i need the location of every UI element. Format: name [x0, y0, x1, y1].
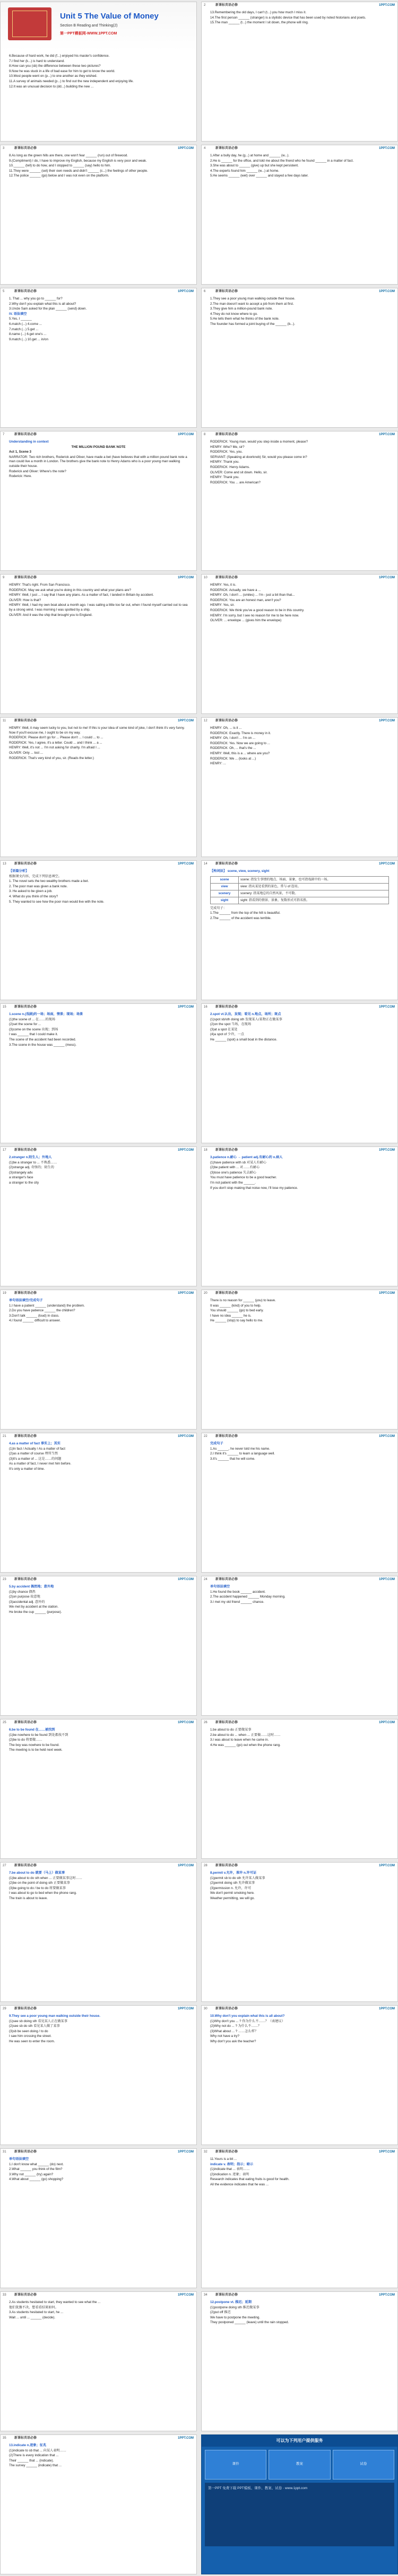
title-banner	[1, 2, 196, 51]
slide-28[interactable]: 28 新课标英语必修 1PPT.COM 8.permit v.允许，准许 n.许可证 (1)permit sb to do sth 允许某人做某事 (2)permit doing sth 允许做某事 (3)permission n. 允许，许可 We don't permit smoking here. Weather permitting, we will go.	[201, 1862, 398, 2002]
slide-15[interactable]: 15 新课标英语必修 1PPT.COM 1.scene n.(戏剧)的一场；场面，情景；现场；场景 (1)the scene of ... 在……的现场 (2)set the scene for ... (3)come on the scene 出现；到场 I was ______ that I could make it. The scene of the accident had been recorded. 3.The scene in the house was ______ (mess).	[0, 1003, 197, 1143]
slide-1[interactable]	[0, 2, 197, 142]
slide-line: 6.Because of hard work, he did (f...) enjoyed his master's confidence.	[9, 54, 110, 58]
slide-25[interactable]: 25 新课标英语必修 1PPT.COM 6.be to be found 在……被找到 (1)be nowhere to be found 到处都找不到 (2)be to do 将要做…… The boy was nowhere to be found. The meeting is to be held next week.	[0, 1719, 197, 1859]
slide-33[interactable]: 33 新课标英语必修 1PPT.COM 2.As students hesitated to start, they wanted to see what the ... 他们犹豫不决，想看看结果如何。 3.As students hesitated to start, he ... Wait ... until ... ______ (decide).	[0, 2291, 197, 2431]
slide-7[interactable]: 7 新课标英语必修 1PPT.COM Understanding in context THE MILLION POUND BANK NOTE Act 1, Scene 3 NARRATOR: Two rich brothers, Roderick and Oliver, have made a bet (have believes that with a million pound bank note a man could live a month in London. The brothers give the bank note to Henry Adams who is a poor young man walking outside their house. Roderick and Oliver: Where's the note? Roderick: Here.	[0, 431, 197, 571]
slide-line: 8.How can you (sb) the difference between these two pictures?	[9, 64, 101, 68]
slide-9[interactable]: 9 新课标英语必修 1PPT.COM HENRY: That's right. From San Francisco. RODERICK: May we ask what you're doing in this country and what your plans are? HENRY: Well, I just ... I say that I have any plans. As a matter of fact, I landed in Britain by accident. OLIVER: How is that? HENRY: Well, I had my own boat about a month ago. I was sailing a little too far out, when I found myself carried out to sea by a strong wind. I was morning I was spotted by a ship. OLIVER: And it was the ship that brought you to England.	[0, 574, 197, 714]
slide-5[interactable]: 5 新课标英语必修 1PPT.COM 1. That ... why you go to ______ for? 2.Why don't you explain what this is all about? 3.Uncle Sam asked for the plan ______ (send) down. IV. 语法填空 5.Yes, I ______ 6.match (...) 4.come ... 7.match (...) 5.get ... 8.name (...) 6.get one's ... 9.match (...) 10.get ... in/on	[0, 288, 197, 428]
slide-line: 9.Now he was stuck in a life of bad ease for him to get to know the world.	[9, 69, 115, 73]
slide-8[interactable]: 8 新课标英语必修 1PPT.COM RODERICK: Young man, would you step inside a moment, please? HENRY: Who? Me, sir? RODERICK: Yes, you. SERVANT: (Speaking at doorknob) Sir, would you please come in? HENRY: Thank you. RODERICK: Henry Adams. OLIVER: Come and sit down. Hello, sir. HENRY: Thank you. RODERICK: You ... are American?	[201, 431, 398, 571]
slide-31[interactable]: 31 新课标英语必修 1PPT.COM 单句语法填空 1.I don't know what ______ (do) next. 2.What ______ you think of the film? 3.Why not ______ (try) again? 4.What about ______ (go) shopping?	[0, 2148, 197, 2288]
book-cover-image	[8, 7, 51, 40]
slide-24[interactable]: 24 新课标英语必修 1PPT.COM 单句语法填空 1.He found the book ______ accident. 2.The accident happened ______ Monday morning. 3.I met my old friend ______ chance.	[201, 1576, 398, 1716]
slide-35[interactable]: 35 新课标英语必修 1PPT.COM 13.indicate n.迹象；征兆 (1)indicate to sb that ... 向某人表明…… (2)There is every indication that ... Their ______ that ... (indicate). The survey ______ (indicate) that ...	[0, 2434, 197, 2574]
slide-2[interactable]: 2 新课标英语必修 1PPT.COM 13.Remembering the old days, I can't (t...) you how much I miss it. 14.The first person ______ (stranger) is a stylistic device that has been used by noted historians and poets. 15.The man ______ (t...) the moment I sit down, the phone will ring.	[201, 2, 398, 142]
page-subtitle: Section B Reading and Thinking(2)	[60, 24, 118, 28]
slide-21[interactable]: 21 新课标英语必修 1PPT.COM 4.as a matter of fact 事实上；其实 (1)In fact / Actually / As a matter of fact (2)as a matter of course 理所当然 (3)It's a matter of ... 这是……的问题 As a matter of fact, I never met him before. It's only a matter of time.	[0, 1433, 197, 1573]
slide-line: 11.A survey of animals needed (p...) to find out the new independent and enjoying life.	[9, 79, 134, 83]
slide-16[interactable]: 16 新课标英语必修 1PPT.COM 2.spot vt.认出，发现；看见 n.地点，场所；斑点 (1)spot sb/sth doing sth 发现某人/某物正在做某事 (2)on the spot 当场，在现场 (3)at a spot 在某处 (4)a spot of 少许，一点 He ______ (spot) a small boat in the distance.	[201, 1003, 398, 1143]
slide-20[interactable]: 20 新课标英语必修 1PPT.COM There is no reason for ______ (you) to leave. It was ______ (kind) of you to help. You should ______ (go) to bed early. I have no idea ______ he is. He ______ (stop) to say hello to me.	[201, 1290, 398, 1430]
slide-30[interactable]: 30 新课标英语必修 1PPT.COM 10.Why don't you explain what this is all about? (1)Why don't you ... ? 你为什么不……？（表建议） (2)Why not do ... ? 为什么不……？ (3)What about ... ? ……怎么样？ Why not have a try? Why don't you ask the teacher?	[201, 2005, 398, 2145]
slide-6[interactable]: 6 新课标英语必修 1PPT.COM 1.They see a poor young man walking outside their house. 2.The man doesn't want to accept a job from them at first. 3.They give him a million-pound bank note. 4.They do not know where to go. 5.He tells them what he thinks of the bank note. The founder has formed a joint buying of the ______ (b...).	[201, 288, 398, 428]
site-url: 第一PPT模板网-WWW.1PPT.COM	[60, 32, 117, 36]
page-title: Unit 5 The Value of Money	[60, 12, 159, 21]
site-logo: 1PPT.COM	[378, 4, 395, 7]
slide-4[interactable]: 4 新课标英语必修 1PPT.COM 1.After a bully day, he (g...) at home and ______ (w...). 2.He is ______ for the office, and told me about the friend who he found ______ in a matter of fact. 3.She was about to ______ (give) up but she kept persistent. 4.The experts found him ______ (w...) at home. 5.He seems ______ (wet) over ______ and stayed a few days later.	[201, 145, 398, 285]
promo-item[interactable]: 教案	[269, 2450, 330, 2480]
promo-slide[interactable]	[201, 2434, 398, 2574]
vocab-table: scene scene: 指发生事情的地点、场面、景象，也可指戏剧中的一场。 view view: 指从某处看到的景色，常与 of 连用。 scenery scenery: 指某地总的自然风景，不可数。 sight sight: 指看到的情景、景象，复数形式可指名胜。	[210, 876, 389, 904]
slide-3[interactable]: 3 新课标英语必修 1PPT.COM 8.As long as the green hills are there, one won't fear ______ (run) out of firewood. 9.(Compliment) I do, I have to improve my English, because my English is very poor and weak. 10.______ (tell) to do how, and I stopped to ______ (say) hello to him. 11.They were ______ (set) their own needs and didn't ______ (c...) the feelings of other people. 12.The police ______ (go) below and I was not even on the platform.	[0, 145, 197, 285]
slide-12[interactable]: 12 新课标英语必修 1PPT.COM HENRY: Oh, ... is it ... RODERICK: Exactly. There is money in it. HENRY: Oh, I don't ... I'm on ... RODERICK: Yes. Now we are going to ... RODERICK: Oh, ... that's the ... HENRY: Well, this is a ... where are you? RODERICK: We ... (looks at ...) HENRY: ...	[201, 717, 398, 857]
slide-17[interactable]: 17 新课标英语必修 1PPT.COM 2.stranger n.陌生人；外地人 (1)be a stranger to ... 不熟悉…… (2)strange adj. 奇怪的；陌生的 (3)strangely adv. a stranger's face a stranger to the city	[0, 1146, 197, 1286]
slide-line: 7.I find her (k...) is hard to understand.	[9, 59, 65, 63]
slide-19[interactable]: 19 新课标英语必修 1PPT.COM 单句语法填空/完成句子 1.I have a patient ______ (understand) the problem. 2.Do you have patience ______ the children? 3.Don't talk ______ (loud) in class. 4.I found ______ difficult to answer.	[0, 1290, 197, 1430]
slide-32[interactable]: 32 新课标英语必修 1PPT.COM 11.Yours is a bit ... indicate v. 表明；指示；暗示 (1)indicate that ... 表明…… (2)indication n. 迹象；表明 Research indicates that eating fruits is good for health. All the evidence indicates that he was ...	[201, 2148, 398, 2288]
slide-26[interactable]: 26 新课标英语必修 1PPT.COM 1.be about to do 正要做某事 2.be about to do ... when ... 正要做……这时…… 3.I was about to leave when he came in. 4.He was ______ (go) out when the phone rang.	[201, 1719, 398, 1859]
promo-title: 可以为下列用户提供服务	[202, 2435, 397, 2447]
slide-11[interactable]: 11 新课标英语必修 1PPT.COM HENRY: Well, it may seem lucky to you, but not to me! If this is your idea of some kind of joke, I don't think it's very funny. Now if you'll excuse me, I ought to be on my way. RODERICK: Please don't go for ... Please don't ... I could ... to ... RODERICK: Yes, I agree, it's a letter. Could ... and I think ... a ... HENRY: Well, it's not ... I'm not asking for charity. I'm afraid I ... OLIVER: Only ... lost ... RODERICK: That's very kind of you, sir. (Reads the letter.)	[0, 717, 197, 857]
slide-23[interactable]: 23 新课标英语必修 1PPT.COM 5.by accident 偶然地；意外地 (1)by chance 偶然 (2)on purpose 故意地 (3)accidental adj. 意外的 We met by accident at the station. He broke the cup ______ (purpose).	[0, 1576, 197, 1716]
slide-34[interactable]: 34 新课标英语必修 1PPT.COM 12.postpone vt. 推迟；延期 (1)postpone doing sth 推迟做某事 (2)put off 推迟 We have to postpone the meeting. They postponed ______ (leave) until the rain stopped.	[201, 2291, 398, 2431]
slide-line: 10.Most people went on (p...) to one another as they wished.	[9, 74, 98, 78]
promo-item[interactable]: 课件	[205, 2450, 266, 2480]
slide-27[interactable]: 27 新课标英语必修 1PPT.COM 7.be about to do 就要（马上）做某事 (1)be about to do sth when ... 正要做某事这时…… (2)be on the point of doing sth 正要做某事 (3)be going to do / be to do 将要做某事 I was about to go to bed when the phone rang. The train is about to leave.	[0, 1862, 197, 2002]
slide-14[interactable]: 14 新课标英语必修 1PPT.COM 【构词法】 scene, view, scenery, sight scene scene: 指发生事情的地点、场面、景象，也可指戏剧中的一场。 view view: 指从某处看到的景色，常与 of 连用。 scenery scenery: 指某地总的自然风景，不可数。 sight sight: 指看到的情景、景象，复数形式可指名胜。 完成句子： 1.The ______ from the top of the hill is beautiful. 2.The ______ of the accident was terrible.	[201, 860, 398, 1000]
promo-item[interactable]: 试卷	[333, 2450, 394, 2480]
slide-10[interactable]: 10 新课标英语必修 1PPT.COM HENRY: Yes, it is. RODERICK: Actually, we have a ... HENRY: Oh, I don't ... (smiles) ... I'm - just a bit than that... RODERICK: You are an honest man, aren't you? HENRY: Yes, sir. RODERICK: We think you've a good reason to be in this country. HENRY: I'm sorry, but I see no reason for me to be here now. OLIVER: ... envelope ... (gives him the envelope)	[201, 574, 398, 714]
slide-18[interactable]: 18 新课标英语必修 1PPT.COM 3.patience n.耐心 → patient adj.有耐心的 n.病人 (1)have patience with sb 对某人有耐心 (2)be patient with ... 对……有耐心 (3)lose one's patience 失去耐心 You must have patience to be a good teacher. I'm not patient with the ______. If you don't stop making that noise now, I'll lose my patience.	[201, 1146, 398, 1286]
slide-29[interactable]: 29 新课标英语必修 1PPT.COM 9.They see a poor young man walking outside their house. (1)see sb doing sth 看见某人正在做某事 (2)see sb do sth 看见某人做了某事 (3)sb be seen doing / to do I saw him crossing the street. He was seen to enter the room.	[0, 2005, 197, 2145]
slide-line: 12.It was an unusual decision to (dd...) building the new ...	[9, 84, 94, 89]
promo-description: 第一PPT 免费下载 PPT模板、课件、教案、试卷 · www.1ppt.com	[205, 2483, 394, 2546]
slide-13[interactable]: 13 新课标英语必修 1PPT.COM 【语篇分析】 根据课文内容，完成下列信息填空。 1. The novel sets the two wealthy brothers made a bet. 2. The poor man was given a bank note. 3. He asked to be given a job. 4. What do you think of the story? 5. They wanted to see how the poor man would live with the note.	[0, 860, 197, 1000]
slide-22[interactable]: 22 新课标英语必修 1PPT.COM 完成句子 1.As ______, he never told me his name. 2.I think it's ______ to learn a language well. 3.It's ______ that he will come.	[201, 1433, 398, 1573]
